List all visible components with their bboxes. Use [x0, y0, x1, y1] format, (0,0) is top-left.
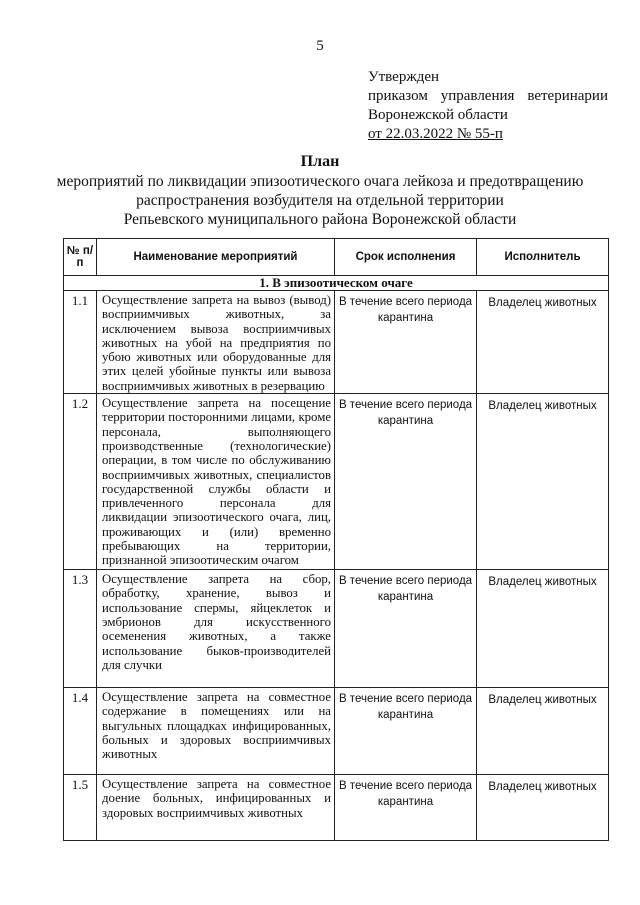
- page-number: 5: [316, 38, 324, 54]
- row-measure: Осуществление запрета на сбор, обработку, хранение, вывоз и использование спермы, яйцеклеток и эмбрионов для искусственного осеменения животных, а также использование быков-производителей для случки: [97, 570, 335, 688]
- row-executor: Владелец животных: [477, 394, 609, 570]
- row-term: В течение всего периода карантина: [335, 570, 477, 688]
- row-term: В течение всего периода карантина: [335, 394, 477, 570]
- row-term: В течение всего периода карантина: [335, 775, 477, 841]
- header-num: № п/п: [64, 239, 97, 276]
- section-title: 1. В эпизоотическом очаге: [64, 276, 609, 291]
- approval-order-line: [368, 87, 608, 106]
- row-number: 1.4: [64, 688, 97, 775]
- document-title: [0, 152, 640, 229]
- table-row: [64, 775, 609, 841]
- row-executor: Владелец животных: [477, 570, 609, 688]
- row-executor: Владелец животных: [477, 688, 609, 775]
- table-header-row: [64, 239, 609, 276]
- table-row: [64, 570, 609, 688]
- section-row: [64, 276, 609, 291]
- row-measure: Осуществление запрета на совместное доение больных, инфицированных и здоровых восприимчивых животных: [97, 775, 335, 841]
- plan-heading: План: [300, 153, 340, 170]
- row-executor: Владелец животных: [477, 775, 609, 841]
- row-measure: Осуществление запрета на вывоз (вывод) восприимчивых животных, за исключением вывоза восприимчивых животных на убой на предприятия по убою животных или оборудованные для этих целей убойные пункты или вывоза восприимчивых животных в резервацию: [97, 291, 335, 394]
- plan-subtitle-line-2: распространения возбудителя на отдельной территории: [136, 192, 504, 209]
- row-number: 1.1: [64, 291, 97, 394]
- approval-word-1: приказом: [368, 88, 428, 104]
- approval-block: [368, 68, 608, 144]
- header-term: Срок исполнения: [335, 239, 477, 276]
- header-executor: Исполнитель: [477, 239, 609, 276]
- approval-word-2: управления: [440, 88, 515, 104]
- table-row: [64, 394, 609, 570]
- plan-table: [63, 238, 609, 841]
- table-row: [64, 291, 609, 394]
- plan-subtitle-line-3: Репьевского муниципального района Воронежской области: [123, 211, 517, 228]
- row-measure: Осуществление запрета на совместное содержание в помещениях или на выгульных площадках инфицированных, больных и здоровых восприимчивых животных: [97, 688, 335, 775]
- header-name: Наименование мероприятий: [97, 239, 335, 276]
- plan-subtitle-line-1: мероприятий по ликвидации эпизоотического очага лейкоза и предотвращению: [56, 173, 584, 190]
- row-executor: Владелец животных: [477, 291, 609, 394]
- approval-region: Воронежской области: [368, 107, 508, 123]
- row-number: 1.2: [64, 394, 97, 570]
- row-term: В течение всего периода карантина: [335, 291, 477, 394]
- row-term: В течение всего периода карантина: [335, 688, 477, 775]
- table-row: [64, 688, 609, 775]
- approval-word-3: ветеринарии: [527, 88, 608, 104]
- row-measure: Осуществление запрета на посещение территории посторонними лицами, кроме персонала, выполняющего производственные (технологические) операции, в том числе по обслуживанию восприимчивых животных, специалистов государственной службы области и привлеченного персонала для ликвидации эпизоотического очага, лиц, проживающих и (или) временно пребывающих на территории, признанной эпизоотическим очагом: [97, 394, 335, 570]
- approval-title: Утвержден: [368, 69, 440, 85]
- row-number: 1.5: [64, 775, 97, 841]
- approval-date-number: от 22.03.2022 № 55-п: [368, 126, 503, 142]
- row-number: 1.3: [64, 570, 97, 688]
